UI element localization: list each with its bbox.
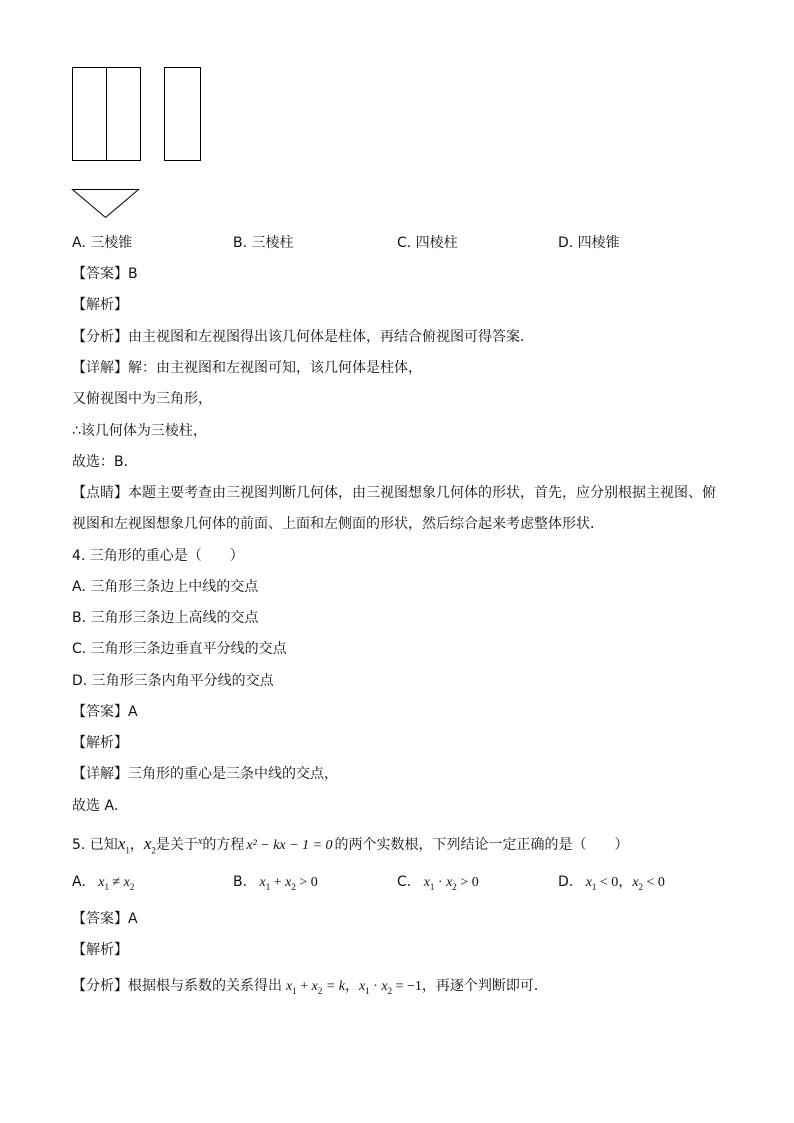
q3-option-a: A. 三棱锥 — [72, 235, 133, 251]
side-view — [165, 68, 201, 161]
q4-option-a: A. 三角形三条边上中线的交点 — [72, 579, 259, 595]
q3-line2: 又俯视图中为三角形， — [72, 391, 212, 407]
q3-detail: 【详解】解：由主视图和左视图可知，该几何体是柱体， — [72, 360, 422, 376]
q5-stem-b: ， — [129, 837, 144, 853]
q3-dianjing-line1: 【点睛】本题主要考查由三视图判断几何体，由三视图想象几何体的形状，首先，应分别根据主视图、俯 — [72, 485, 716, 501]
q5-option-a: A. $x_1 \ne x_2$ — [72, 874, 135, 892]
q5-x2: $x_2$ — [143, 834, 156, 856]
q4-answer: 【答案】A — [72, 704, 138, 720]
q5-stem-d: 的方程 — [202, 837, 245, 853]
q5-option-d: D. $x_1 < 0$，$x_2 < 0$ — [558, 874, 665, 892]
q3-line3: ∴该几何体为三棱柱， — [72, 423, 207, 439]
q3-fenxi: 【分析】由主视图和左视图得出该几何体是柱体，再结合俯视图可得答案． — [72, 329, 534, 345]
q5-equation: x² − kx − 1 = 0 — [246, 838, 333, 853]
q3-option-b: B. 三棱柱 — [233, 235, 294, 251]
q5-option-c: C. $x_1 \cdot x_2 > 0$ — [397, 874, 479, 892]
q3-option-c: C. 四棱柱 — [397, 235, 458, 251]
q3-jiexi: 【解析】 — [72, 297, 128, 313]
q3-answer: 【答案】B — [72, 266, 138, 282]
three-view-figure — [0, 0, 794, 240]
q5-x-var: x — [197, 836, 203, 847]
q5-jiexi: 【解析】 — [72, 942, 128, 958]
q4-stem: 4. 三角形的重心是（ ） — [72, 548, 244, 564]
q5-stem — [72, 833, 629, 855]
q5-stem-c: 是关于 — [155, 837, 198, 853]
q4-option-d: D. 三角形三条内角平分线的交点 — [72, 673, 274, 689]
q4-jiexi: 【解析】 — [72, 735, 128, 751]
q4-detail: 【详解】三角形的重心是三条中线的交点， — [72, 766, 338, 782]
q4-option-b: B. 三角形三条边上高线的交点 — [72, 610, 259, 626]
q5-fenxi: 【分析】根据根与系数的关系得出 $x_1 + x_2 = k$，$x_1 \cdot x_2 = -1$，再逐个判断即可． — [72, 978, 548, 996]
q3-line4: 故选：B． — [72, 454, 138, 470]
q5-x1: $x_1$ — [117, 834, 130, 856]
q4-option-c: C. 三角形三条边垂直平分线的交点 — [72, 641, 287, 657]
q5-option-b: B. $x_1 + x_2 > 0$ — [233, 874, 318, 892]
top-view-triangle — [73, 190, 139, 218]
q3-dianjing-line2: 视图和左视图想象几何体的前面、上面和左侧面的形状，然后综合起来考虑整体形状． — [72, 516, 604, 532]
q5-stem-a: 5. 已知 — [72, 837, 118, 853]
q4-conclusion: 故选 A． — [72, 798, 129, 814]
q5-stem-e: 的两个实数根，下列结论一定正确的是（ ） — [334, 837, 629, 853]
q3-option-d: D. 四棱锥 — [558, 235, 620, 251]
q5-answer: 【答案】A — [72, 911, 138, 927]
